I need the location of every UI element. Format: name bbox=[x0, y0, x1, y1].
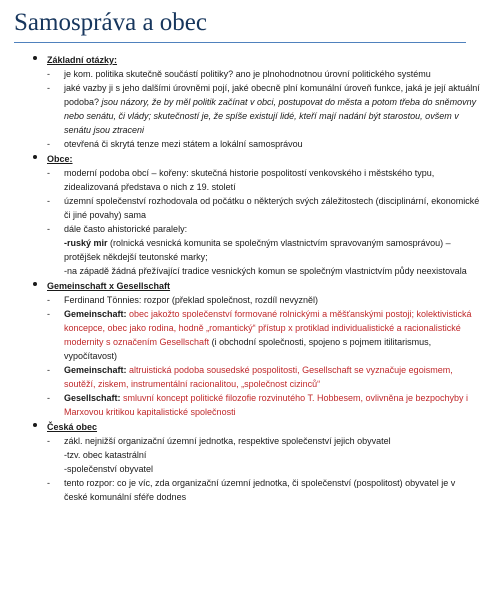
item-text: (i obchodní společnosti, spojeno s pojmem itilitarismus, vypočítavost) bbox=[64, 337, 432, 361]
dash-marker: - bbox=[47, 83, 50, 93]
list-item bbox=[47, 307, 480, 363]
list-item bbox=[47, 222, 480, 236]
list-item bbox=[47, 391, 480, 419]
section-heading: Gemeinschaft x Gesellschaft bbox=[47, 281, 171, 291]
item-text: otevřená či skrytá tenze mezi státem a lokální samosprávou bbox=[64, 139, 303, 149]
list-item bbox=[47, 137, 480, 151]
title-underline bbox=[14, 42, 466, 43]
list-item bbox=[47, 434, 480, 448]
list-item bbox=[47, 194, 480, 222]
item-text: tento rozpor: co je víc, zda organizační územní jednotka, či společenství (pospolitost) obyvatel je v české komunální sféře dodnes bbox=[64, 478, 456, 502]
dash-marker: - bbox=[47, 436, 50, 446]
item-list bbox=[47, 67, 480, 151]
item-text-red: smluvní koncept politické filozofie rozvinutého T. Hobbesem, ovlivněna je bezpochyby i Marxovou kritikou kapitalistické společnosti bbox=[64, 393, 469, 417]
paragraph: -tzv. obec katastrální bbox=[64, 450, 147, 460]
page-title: Samospráva a obec bbox=[14, 9, 207, 36]
item-text-red: obec jakožto společenství formované rolnickými a měšťanskými postoji; kolektivistická koncepce, obec jako rodina, hodně „romantický“ přístup x protiklad individualistické a racionalistické modernity s označením Gesellschaft bbox=[64, 309, 472, 347]
term-bold: Gemeinschaft: bbox=[64, 309, 130, 319]
term-bold: -ruský mir bbox=[64, 238, 108, 248]
item-text: dále často ahistorické paralely: bbox=[64, 224, 188, 234]
list-item bbox=[47, 476, 480, 504]
item-text: zákl. nejnižší organizační územní jednotka, respektive společenství jejich obyvatel bbox=[64, 436, 391, 446]
item-text: je kom. politika skutečně součástí politiky? ano je plnohodnotnou úrovní politického systému bbox=[64, 69, 431, 79]
paragraph: -společenství obyvatel bbox=[64, 464, 154, 474]
paragraph: -na západě žádná přežívající tradice vesnických komun se společným vlastnictvím půdy neexistovala bbox=[64, 266, 467, 276]
term-bold: Gesellschaft: bbox=[64, 393, 124, 403]
dash-marker: - bbox=[47, 478, 50, 488]
bullet-icon bbox=[33, 155, 37, 159]
list-item bbox=[47, 81, 480, 137]
list-item bbox=[47, 166, 480, 194]
dash-marker: - bbox=[47, 69, 50, 79]
item-text: jaké vazby ji s jeho dalšími úrovněmi pojí, jaké obecně plní komunální úroveň funkce, jaká je její aktuální podoba? bbox=[64, 83, 480, 107]
dash-marker: - bbox=[47, 196, 50, 206]
item-text-italic: jsou názory, že by měl politik začínat v obci, postupovat do města a potom třeba do sněmovny nebo senátu, či vlády; skutečností je, že spíše existují lidé, kteří mají nadání být starostou, ovšem v senátu jsou ztraceni bbox=[64, 97, 477, 135]
item-text: územní společenství rozhodovala od počátku o některých svých záležitostech (disciplinární, ekonomické či jiné povahy) sama bbox=[64, 196, 480, 220]
section-obce bbox=[0, 152, 480, 278]
dash-marker: - bbox=[47, 168, 50, 178]
bullet-icon bbox=[33, 423, 37, 427]
section-zakladni-otazky bbox=[0, 53, 480, 151]
list-item bbox=[47, 363, 480, 391]
bullet-icon bbox=[33, 56, 37, 60]
list-item bbox=[47, 67, 480, 81]
item-text-red: altruistická podoba sousedské pospolitosti, Gesellschaft se vyznačuje egoismem, soutěží, ziskem, instrumentální racionalitou, „společnost cizinců“ bbox=[64, 365, 453, 389]
paragraph-text: (rolnická vesnická komunita se společným vlastnictvím spravovaným samosprávou) – protějšek někdejší teutonské marky; bbox=[64, 238, 451, 262]
section-heading: Česká obec bbox=[47, 422, 98, 432]
dash-marker: - bbox=[47, 393, 50, 403]
dash-marker: - bbox=[47, 365, 50, 375]
bullet-icon bbox=[33, 282, 37, 286]
item-text: moderní podoba obcí – kořeny: skutečná historie pospolitostí venkovského i městského typu, zidealizovaná představa o nich z 19. století bbox=[64, 168, 435, 192]
item-text: Ferdinand Tönnies: rozpor (překlad společnost, rozdíl nevyzněl) bbox=[64, 295, 318, 305]
section-ceska-obec bbox=[0, 420, 480, 504]
dash-marker: - bbox=[47, 139, 50, 149]
section-heading: Základní otázky: bbox=[47, 55, 118, 65]
paragraph bbox=[47, 236, 480, 264]
item-list bbox=[47, 476, 480, 504]
dash-marker: - bbox=[47, 295, 50, 305]
item-list bbox=[47, 166, 480, 236]
list-item bbox=[47, 293, 480, 307]
item-list bbox=[47, 434, 480, 448]
item-list bbox=[47, 293, 480, 419]
document-body bbox=[0, 50, 480, 504]
dash-marker: - bbox=[47, 224, 50, 234]
section-heading: Obce: bbox=[47, 154, 73, 164]
section-gemeinschaft-gesellschaft bbox=[0, 279, 480, 419]
dash-marker: - bbox=[47, 309, 50, 319]
term-bold: Gemeinschaft: bbox=[64, 365, 130, 375]
